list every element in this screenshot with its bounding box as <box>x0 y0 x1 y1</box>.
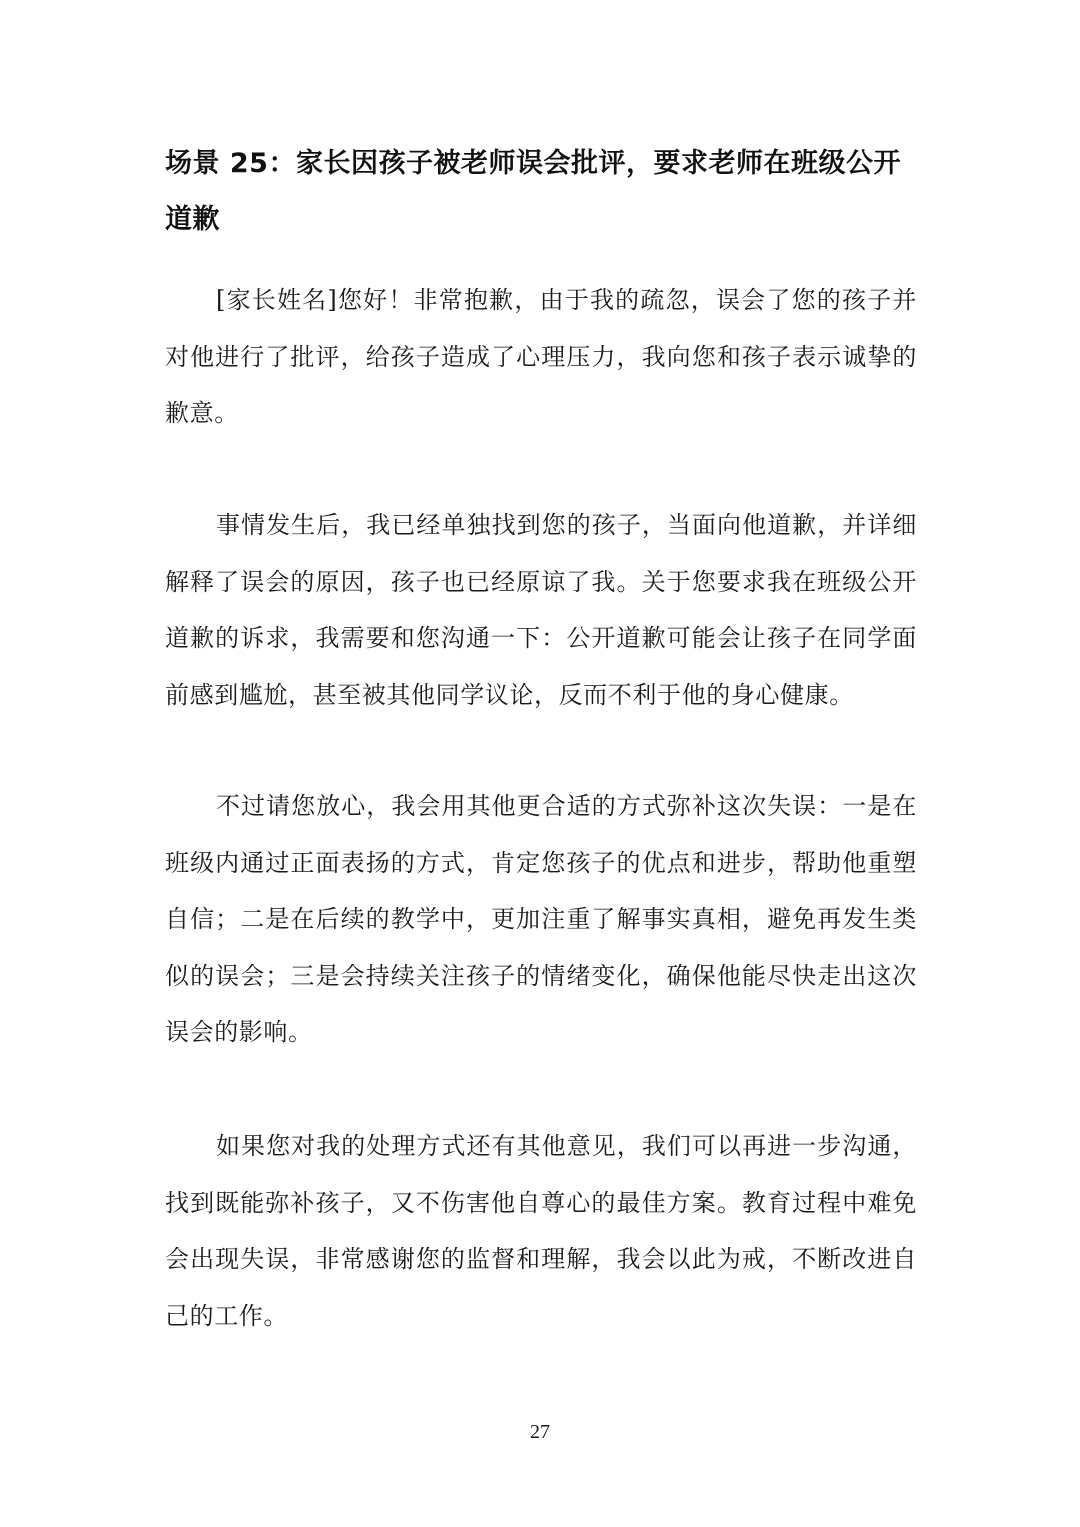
page-title: 场景 25：家长因孩子被老师误会批评，要求老师在班级公开道歉 <box>165 148 901 235</box>
paragraph-closing: 如果您对我的处理方式还有其他意见，我们可以再进一步沟通，找到既能弥补孩子，又不伤害他自尊心的最佳方案。教育过程中难免会出现失误，非常感谢您的监督和理解，我会以此为戒，不断改进自己的工作。 <box>165 1132 917 1330</box>
paragraph-greeting-apology: [家长姓名]您好！非常抱歉，由于我的疏忽，误会了您的孩子并对他进行了批评，给孩子造成了心理压力，我向您和孩子表示诚挚的歉意。 <box>165 286 917 427</box>
paragraph-remedies: 不过请您放心，我会用其他更合适的方式弥补这次失误：一是在班级内通过正面表扬的方式，肯定您孩子的优点和进步，帮助他重塑自信；二是在后续的教学中，更加注重了解事实真相，避免再发生类似的误会；三是会持续关注孩子的情绪变化，确保他能尽快走出这次误会的影响。 <box>165 792 917 1046</box>
page-number: 27 <box>530 1421 550 1443</box>
paragraph-explanation: 事情发生后，我已经单独找到您的孩子，当面向他道歉，并详细解释了误会的原因，孩子也已经原谅了我。关于您要求我在班级公开道歉的诉求，我需要和您沟通一下：公开道歉可能会让孩子在同学面前感到尴尬，甚至被其他同学议论，反而不利于他的身心健康。 <box>165 511 917 709</box>
